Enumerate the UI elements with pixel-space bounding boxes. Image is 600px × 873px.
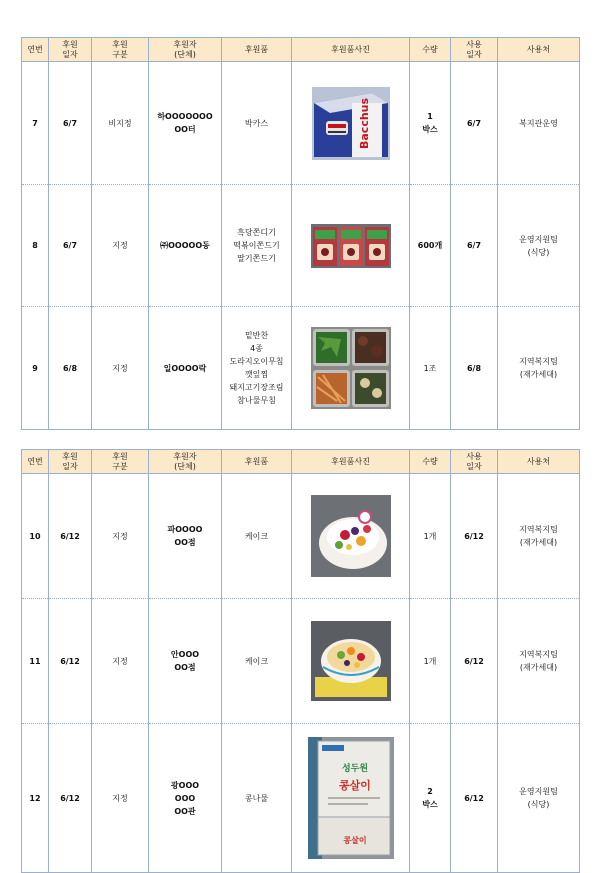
header-item: 후원품 <box>222 38 292 62</box>
box-brand-text: 성두원 <box>341 764 368 774</box>
cell-place: 운영지원팀 (식당) <box>498 724 580 873</box>
box-name-text: 콩살이 <box>338 779 371 792</box>
cell-photo <box>292 599 410 724</box>
cell-item: 흑당쫀디기 떡볶이쫀드기 딸기쫀드기 <box>222 185 292 307</box>
fruit-cake-photo <box>311 621 391 701</box>
cell-item: 콩나물 <box>222 724 292 873</box>
cell-place: 운영지원팀 (식당) <box>498 185 580 307</box>
header-use-date: 사용 일자 <box>451 38 498 62</box>
cell-use-date: 6/12 <box>451 724 498 873</box>
cell-donor: 하OOOOOOO OO터 <box>149 62 222 185</box>
cell-date: 6/7 <box>49 62 92 185</box>
cell-use-date: 6/7 <box>451 185 498 307</box>
cell-donor: 일OOOO락 <box>149 307 222 430</box>
header-place: 사용처 <box>498 38 580 62</box>
header-type: 후원 구분 <box>92 38 149 62</box>
cell-item: 케이크 <box>222 599 292 724</box>
bacchus-box-photo <box>312 87 390 160</box>
cell-qty: 1개 <box>410 599 451 724</box>
cell-photo <box>292 724 410 873</box>
cell-use-date: 6/12 <box>451 474 498 599</box>
cell-donor: 광OOO OOO OO관 <box>149 724 222 873</box>
table-row <box>22 185 580 307</box>
cell-type: 지정 <box>92 599 149 724</box>
table-header-row <box>22 38 580 62</box>
cell-no: 12 <box>22 724 49 873</box>
header-donor: 후원자 (단체) <box>149 38 222 62</box>
header-qty: 수량 <box>410 38 451 62</box>
cell-date: 6/7 <box>49 185 92 307</box>
cell-use-date: 6/12 <box>451 599 498 724</box>
table-row <box>22 474 580 599</box>
cell-item: 밑반찬 4종 도라지오이무침 깻잎찜 돼지고기장조림 참나물무침 <box>222 307 292 430</box>
cell-use-date: 6/7 <box>451 62 498 185</box>
cell-place: 지역복지팀 (재가세대) <box>498 307 580 430</box>
table-row <box>22 599 580 724</box>
cell-photo <box>292 62 410 185</box>
cell-type: 지정 <box>92 474 149 599</box>
header-place: 사용처 <box>498 450 580 474</box>
cell-item: 케이크 <box>222 474 292 599</box>
cell-no: 10 <box>22 474 49 599</box>
side-dishes-photo <box>311 327 391 409</box>
box-name-text-lower: 콩살이 <box>342 836 367 845</box>
donation-table-2 <box>21 449 580 873</box>
cell-place: 복지관운영 <box>498 62 580 185</box>
cell-photo <box>292 307 410 430</box>
cell-date: 6/8 <box>49 307 92 430</box>
header-photo: 후원품사진 <box>292 450 410 474</box>
header-no: 연번 <box>22 450 49 474</box>
cell-type: 지정 <box>92 307 149 430</box>
cell-type: 지정 <box>92 185 149 307</box>
cell-photo <box>292 474 410 599</box>
cell-place: 지역복지팀 (재가세대) <box>498 474 580 599</box>
table-row <box>22 62 580 185</box>
header-no: 연번 <box>22 38 49 62</box>
cell-item: 박카스 <box>222 62 292 185</box>
bean-sprout-boxes-photo <box>308 737 394 859</box>
header-qty: 수량 <box>410 450 451 474</box>
cell-type: 지정 <box>92 724 149 873</box>
header-use-date: 사용 일자 <box>451 450 498 474</box>
header-date: 후원 일자 <box>49 38 92 62</box>
cell-no: 9 <box>22 307 49 430</box>
cell-type: 비지정 <box>92 62 149 185</box>
cell-qty: 1개 <box>410 474 451 599</box>
cell-date: 6/12 <box>49 724 92 873</box>
header-type: 후원 구분 <box>92 450 149 474</box>
cell-no: 11 <box>22 599 49 724</box>
cell-qty: 2 박스 <box>410 724 451 873</box>
cell-qty: 1조 <box>410 307 451 430</box>
table-row <box>22 307 580 430</box>
header-photo: 후원품사진 <box>292 38 410 62</box>
table-row <box>22 724 580 873</box>
cell-place: 지역복지팀 (재가세대) <box>498 599 580 724</box>
donation-table-1 <box>21 37 580 430</box>
cell-date: 6/12 <box>49 474 92 599</box>
cell-use-date: 6/8 <box>451 307 498 430</box>
header-date: 후원 일자 <box>49 450 92 474</box>
cell-date: 6/12 <box>49 599 92 724</box>
header-item: 후원품 <box>222 450 292 474</box>
jjondigi-snacks-photo <box>311 224 391 268</box>
cell-donor: 안OOO OO점 <box>149 599 222 724</box>
cell-donor: ㈜OOOOO동 <box>149 185 222 307</box>
cell-no: 7 <box>22 62 49 185</box>
table-header-row <box>22 450 580 474</box>
cell-qty: 1 박스 <box>410 62 451 185</box>
cell-photo <box>292 185 410 307</box>
header-donor: 후원자 (단체) <box>149 450 222 474</box>
cell-qty: 600개 <box>410 185 451 307</box>
fruit-cake-photo <box>311 495 391 577</box>
bacchus-logo-text: Bacchus <box>357 97 371 149</box>
cell-no: 8 <box>22 185 49 307</box>
cell-donor: 파OOOO OO점 <box>149 474 222 599</box>
